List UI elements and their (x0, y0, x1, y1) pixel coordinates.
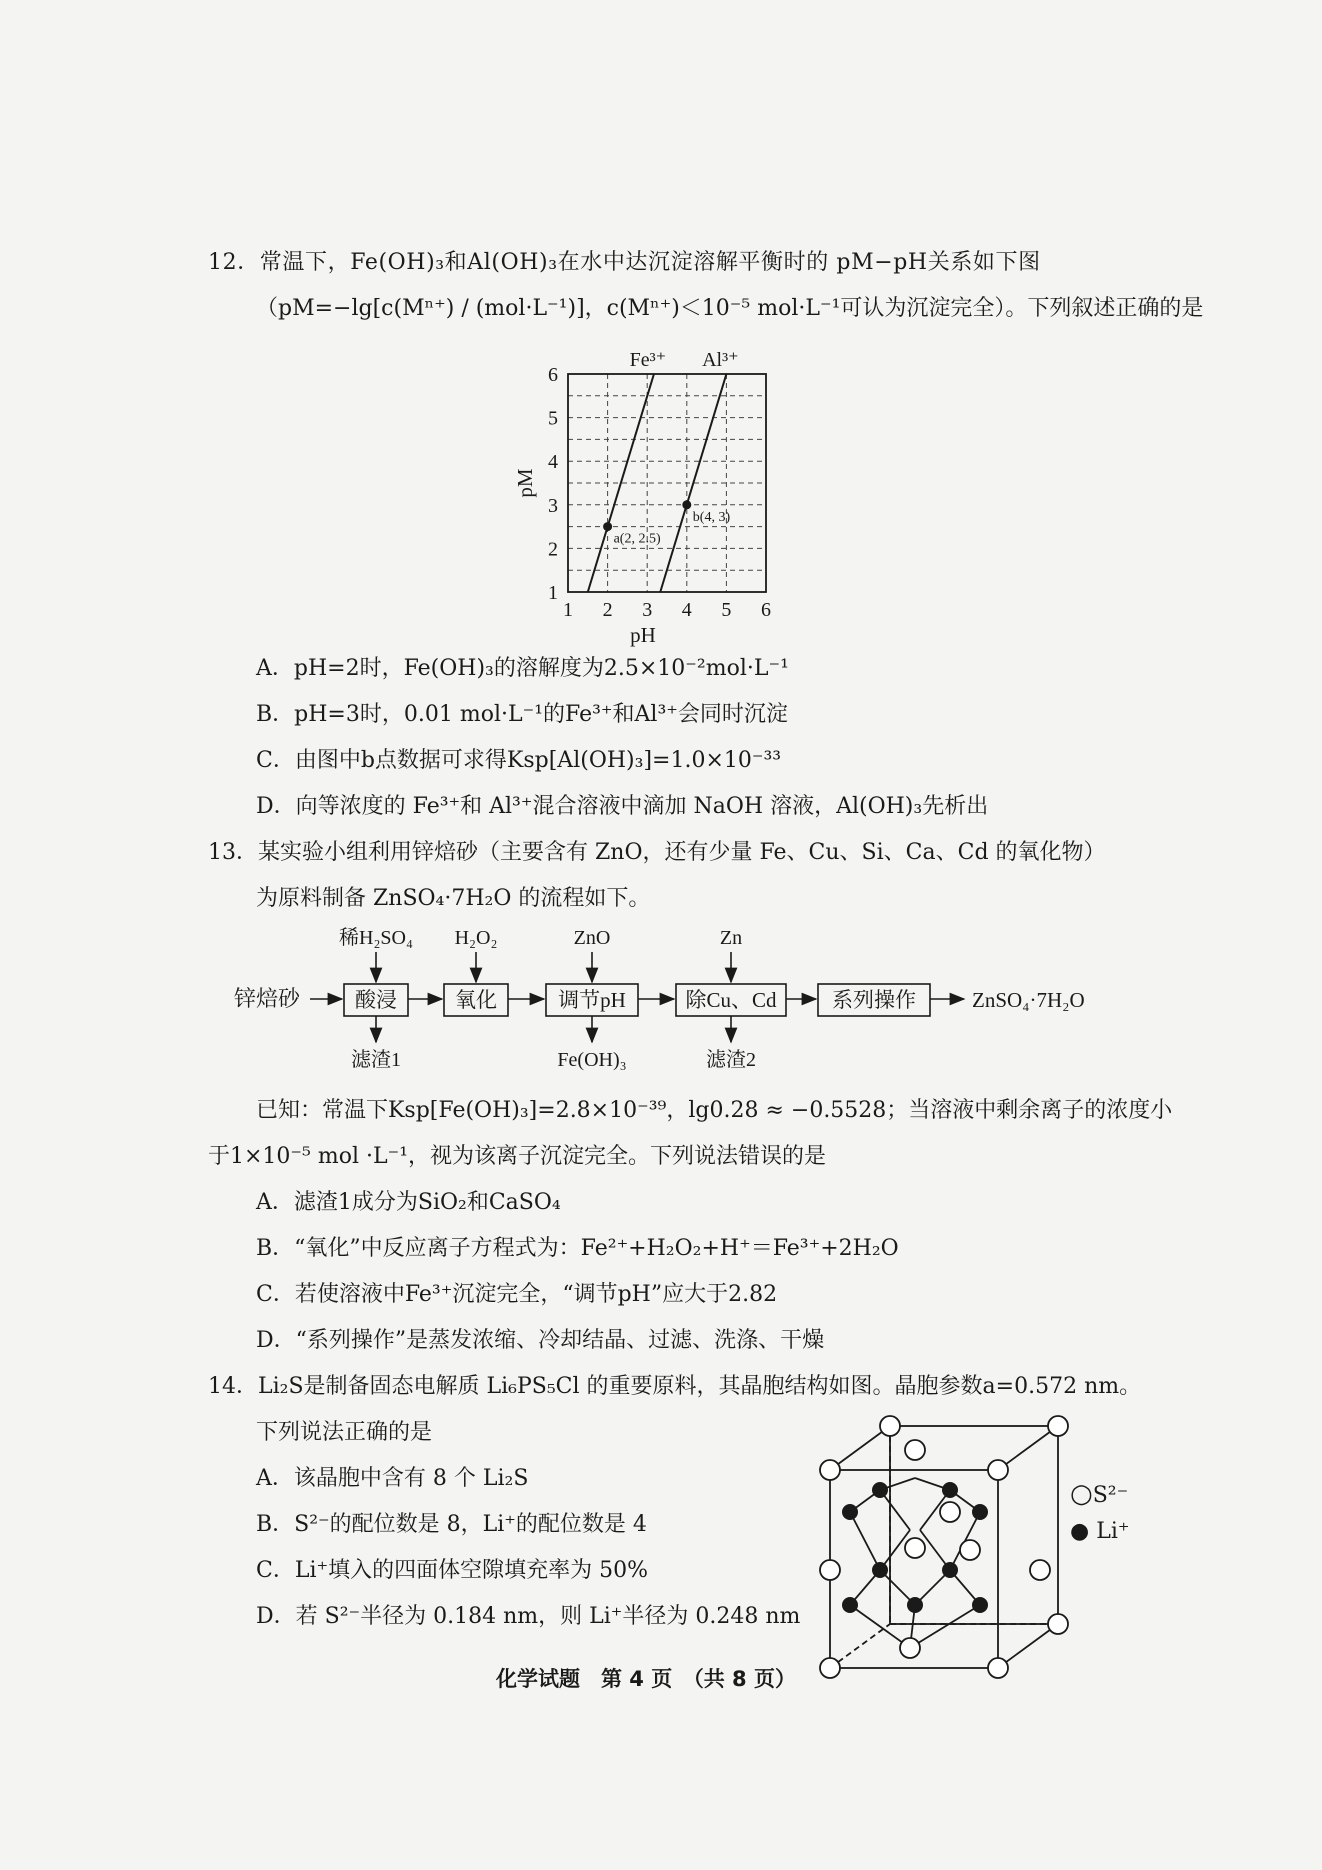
q13-known-line2: 于1×10⁻⁵ mol ·L⁻¹，视为该离子沉淀完全。下列说法错误的是 (208, 1144, 827, 1169)
s2-ion (820, 1560, 840, 1580)
s2-ion (1048, 1416, 1068, 1436)
q14-option-a: A．该晶胞中含有 8 个 Li₂S (256, 1466, 529, 1491)
li-ion (942, 1482, 958, 1498)
point-a (603, 522, 612, 531)
s2-ion (1048, 1614, 1068, 1634)
legend-s2-label: S²⁻ (1092, 1483, 1129, 1508)
legend-li-symbol: ● (1070, 1519, 1090, 1544)
li-ion (872, 1482, 888, 1498)
x-axis-label: pH (630, 623, 656, 647)
q13-stem-line1: 13．某实验小组利用锌焙砂（主要含有 ZnO，还有少量 Fe、Cu、Si、Ca、Cd 的氧化物） (208, 840, 1106, 865)
x-tick-label: 1 (563, 599, 573, 621)
q12-stem-line1: 12．常温下，Fe(OH)₃和Al(OH)₃在水中达沉淀溶解平衡时的 pM−pH关系如下图 (208, 250, 1041, 275)
flow-step-series-ops-label: 系列操作 (832, 988, 916, 1012)
s2-ion (905, 1538, 925, 1558)
q14-option-c: C．Li⁺填入的四面体空隙填充率为 50% (256, 1558, 648, 1583)
legend-s2 (1070, 1476, 1129, 1514)
flow-product: ZnSO₄·7H₂O (972, 988, 1085, 1012)
point-label-b: b(4, 3) (692, 509, 731, 525)
li-ion (907, 1597, 923, 1613)
flow-output-residue2: 滤渣2 (706, 1049, 756, 1071)
flow-output-feoh3: Fe(OH)₃ (557, 1049, 627, 1071)
q14-stem-line2: 下列说法正确的是 (256, 1420, 433, 1445)
x-tick-label: 6 (761, 599, 771, 621)
q12-stem-line2: （pM=−lg[c(Mⁿ⁺) / (mol·L⁻¹)]，c(Mⁿ⁺)＜10⁻⁵ mol·L⁻¹可认为沉淀完全）。下列叙述正确的是 (256, 296, 1204, 321)
s2-ion (900, 1638, 920, 1658)
s2-ion (988, 1658, 1008, 1678)
s2-ion (960, 1540, 980, 1560)
x-tick-label: 4 (681, 599, 692, 621)
s2-ion (905, 1440, 925, 1460)
q14-option-b: B．S²⁻的配位数是 8，Li⁺的配位数是 4 (256, 1512, 647, 1537)
q13-stem-line2: 为原料制备 ZnSO₄·7H₂O 的流程如下。 (256, 886, 651, 911)
legend-li-label: Li⁺ (1096, 1519, 1130, 1544)
point-label-a: a(2, 2.5) (613, 531, 661, 547)
x-tick-label: 3 (642, 599, 653, 621)
flow-step-oxidation-label: 氧化 (455, 988, 497, 1012)
crystal-cell-diagram (810, 1420, 1070, 1690)
flow-start-label: 锌焙砂 (234, 986, 301, 1011)
q13-option-b: B．“氧化”中反应离子方程式为：Fe²⁺+H₂O₂+H⁺＝Fe³⁺+2H₂O (256, 1236, 899, 1261)
legend-li (1070, 1514, 1129, 1550)
legend-s2-symbol: ○ (1070, 1479, 1093, 1509)
flow-input-zn: Zn (719, 927, 743, 949)
s2-ion (820, 1460, 840, 1480)
flow-input-h2so4: 稀H₂SO₄ (339, 927, 413, 949)
flow-input-zno: ZnO (573, 927, 611, 949)
series-label-al: Al³⁺ (702, 349, 739, 371)
li-ion (872, 1562, 888, 1578)
y-tick-label: 6 (548, 364, 558, 386)
process-flow-diagram (230, 924, 1130, 1074)
page-footer: 化学试题 第 4 页 （共 8 页） (496, 1667, 796, 1691)
ph-pm-chart (513, 328, 816, 668)
li-ion (942, 1562, 958, 1578)
li-ion (972, 1597, 988, 1613)
s2-ion (880, 1416, 900, 1436)
li-ion (972, 1504, 988, 1520)
y-tick-label: 2 (548, 538, 558, 561)
q12-option-c: C．由图中b点数据可求得Ksp[Al(OH)₃]=1.0×10⁻³³ (256, 748, 782, 773)
li-ion (842, 1597, 858, 1613)
q12-option-a: A．pH=2时，Fe(OH)₃的溶解度为2.5×10⁻²mol·L⁻¹ (256, 656, 789, 681)
q14-stem-line1: 14．Li₂S是制备固态电解质 Li₆PS₅Cl 的重要原料，其晶胞结构如图。晶胞参数a=0.572 nm。 (208, 1374, 1142, 1399)
q12-option-d: D．向等浓度的 Fe³⁺和 Al³⁺混合溶液中滴加 NaOH 溶液，Al(OH)₃先析出 (256, 794, 989, 819)
y-axis-label: pM (513, 468, 537, 498)
flow-step-remove-cu-cd-label: 除Cu、Cd (685, 988, 777, 1012)
crystal-legend (1070, 1476, 1129, 1550)
s2-ion (820, 1658, 840, 1678)
li-ion (842, 1504, 858, 1520)
s2-ion (1030, 1560, 1050, 1580)
flow-step-adjust-ph-label: 调节pH (558, 988, 626, 1012)
q13-known-line1: 已知：常温下Ksp[Fe(OH)₃]=2.8×10⁻³⁹，lg0.28 ≈ −0.5528；当溶液中剩余离子的浓度小 (256, 1098, 1173, 1123)
y-tick-label: 1 (548, 582, 558, 604)
q13-option-d: D．“系列操作”是蒸发浓缩、冷却结晶、过滤、洗涤、干燥 (256, 1328, 825, 1353)
flow-input-h2o2: H₂O₂ (454, 927, 498, 949)
s2-ion (940, 1502, 960, 1522)
x-tick-label: 5 (721, 599, 732, 621)
y-tick-label: 3 (548, 494, 558, 517)
x-tick-label: 2 (602, 599, 613, 621)
flow-step-acid-leach-label: 酸浸 (355, 988, 397, 1012)
y-tick-label: 5 (548, 407, 558, 430)
series-label-fe: Fe³⁺ (629, 349, 667, 371)
q13-option-c: C．若使溶液中Fe³⁺沉淀完全，“调节pH”应大于2.82 (256, 1282, 778, 1307)
flow-output-residue1: 滤渣1 (351, 1049, 401, 1071)
s2-ion (988, 1460, 1008, 1480)
q13-option-a: A．滤渣1成分为SiO₂和CaSO₄ (256, 1190, 561, 1215)
point-b (682, 500, 691, 509)
q14-option-d: D．若 S²⁻半径为 0.184 nm，则 Li⁺半径为 0.248 nm (256, 1604, 801, 1629)
q12-option-b: B．pH=3时，0.01 mol·L⁻¹的Fe³⁺和Al³⁺会同时沉淀 (256, 702, 788, 727)
y-tick-label: 4 (548, 451, 558, 474)
